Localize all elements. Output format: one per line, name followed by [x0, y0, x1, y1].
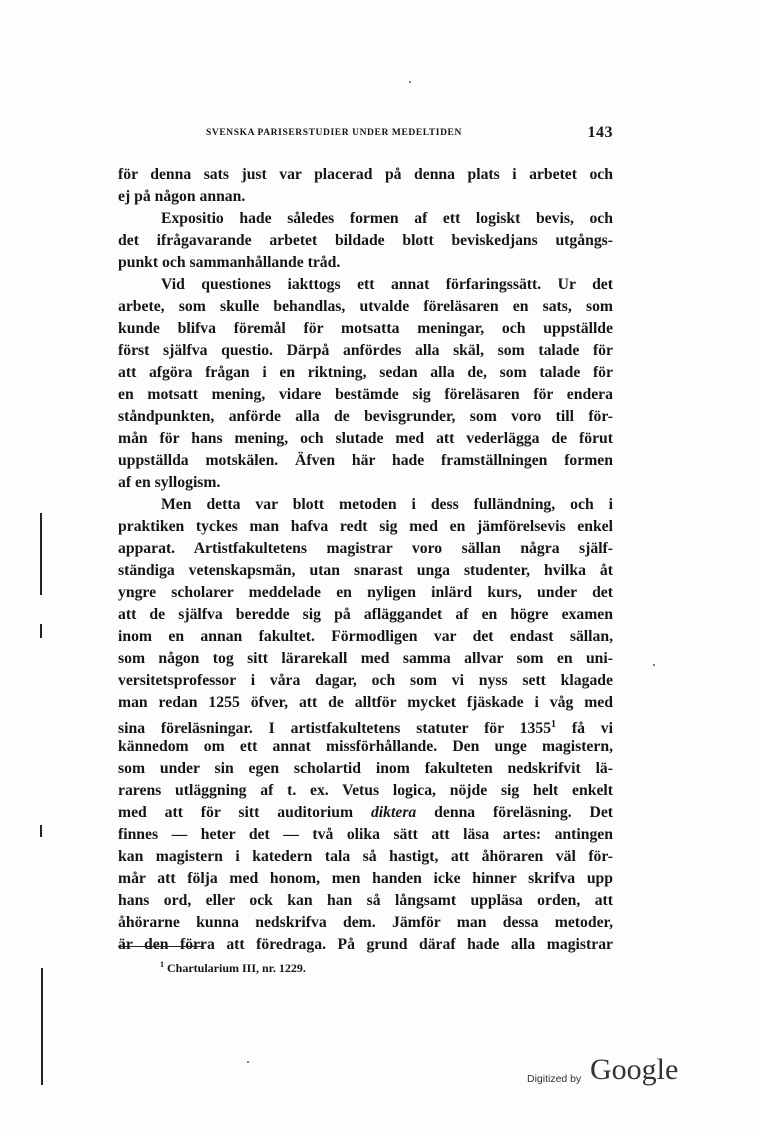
footnote-marker: 1 — [160, 960, 164, 969]
text-line: som under sin egen scholartid inom fakulteten nedskrifvit lä- — [118, 760, 613, 777]
text-line: kunde blifva föremål för motsatta meningar, och uppställde — [118, 320, 613, 337]
text-line: finnes — heter det — två olika sätt att läsa artes: antingen — [118, 826, 613, 843]
scan-speck — [247, 1061, 249, 1063]
text-line: ej på någon annan. — [118, 188, 246, 205]
text-line: mån för hans mening, och slutade med att vederlägga de förut — [118, 430, 613, 447]
footnote-reference: 1 — [551, 719, 557, 730]
text-line: Vid questiones iakttogs ett annat förfaringssätt. Ur det — [161, 276, 613, 293]
footnote-text: Chartularium III, nr. 1229. — [167, 961, 306, 975]
text-line: ståndpunkten, anförde alla de bevisgrunder, som voro till för- — [118, 408, 613, 425]
text-line: kan magistern i katedern tala så hastigt, att åhöraren väl för- — [118, 848, 613, 865]
footnote-rule — [118, 946, 204, 947]
text-line: först själfva questio. Därpå anfördes alla skäl, som talade för — [118, 342, 613, 359]
google-logo: Google — [590, 1053, 679, 1086]
text-fragment: med att för sitt auditorium — [118, 804, 354, 821]
text-line: att afgöra frågan i en riktning, sedan alla de, som talade för — [118, 364, 613, 381]
running-header — [118, 124, 613, 148]
text-fragment: sina föreläsningar. I artistfakultetens statuter för 1355 — [118, 720, 552, 738]
text-line: af en syllogism. — [118, 474, 221, 491]
text-line: yngre scholarer meddelade en nyligen inlärd kurs, under det — [118, 584, 613, 601]
text-line: apparat. Artistfakultetens magistrar voro sällan några själf- — [118, 540, 613, 557]
page-number: 143 — [587, 124, 613, 141]
running-title: SVENSKA PARISERSTUDIER UNDER MEDELTIDEN — [206, 128, 462, 138]
margin-mark — [40, 624, 42, 638]
body-text — [118, 164, 613, 956]
footnote — [160, 960, 306, 976]
text-fragment: få vi — [556, 720, 613, 738]
text-line: för denna sats just var placerad på denna plats i arbetet och — [118, 166, 613, 183]
text-line: man redan 1255 öfver, att de alltför mycket fjäskade i våg med — [118, 694, 613, 711]
text-line: är den förra att föredraga. På grund däraf hade alla magistrar — [118, 936, 613, 953]
text-line: som någon tog sitt lärarekall med samma allvar som en uni- — [118, 650, 613, 667]
italic-word: diktera — [370, 804, 417, 821]
text-line — [118, 714, 613, 736]
text-line: mår att följa med honom, men handen icke hinner skrifva upp — [118, 870, 613, 887]
text-line: en motsatt mening, vidare bestämde sig föreläsaren för endera — [118, 386, 613, 403]
text-fragment: denna föreläsning. Det — [416, 804, 614, 821]
text-line: att de själfva beredde sig på afläggandet af en högre examen — [118, 606, 613, 623]
text-line: kännedom om ett annat missförhållande. Den unge magistern, — [118, 738, 613, 755]
text-line: hans ord, eller ock kan han så långsamt uppläsa orden, att — [118, 892, 613, 909]
margin-mark — [40, 513, 42, 595]
text-line: Expositio hade således formen af ett logiskt bevis, och — [161, 210, 613, 227]
text-line: arbete, som skulle behandlas, utvalde föreläsaren en sats, som — [118, 298, 613, 315]
text-line: versitetsprofessor i våra dagar, och som vi nyss sett klagade — [118, 672, 613, 689]
text-line — [118, 802, 613, 824]
scan-speck — [409, 81, 411, 83]
text-line: uppställda motskälen. Äfven här hade framställningen formen — [118, 452, 613, 469]
margin-mark — [41, 968, 43, 1085]
digitized-by-label: Digitized by — [527, 1073, 582, 1085]
text-line: praktiken tyckes man hafva redt sig med en jämförelsevis enkel — [118, 518, 613, 535]
text-line: ständiga vetenskapsmän, utan snarast unga studenter, hvilka åt — [118, 562, 613, 579]
text-line: punkt och sammanhållande tråd. — [118, 254, 341, 271]
text-line: inom en annan fakultet. Förmodligen var det endast sällan, — [118, 628, 613, 645]
scan-speck — [653, 664, 655, 666]
text-line: åhörarne kunna nedskrifva dem. Jämför man dessa metoder, — [118, 914, 613, 931]
text-line: rarens utläggning af t. ex. Vetus logica, nöjde sig helt enkelt — [118, 782, 613, 799]
margin-mark — [40, 825, 42, 837]
text-line: det ifrågavarande arbetet bildade blott beviskedjans utgångs- — [118, 232, 613, 249]
text-line: Men detta var blott metoden i dess fulländning, och i — [161, 496, 613, 513]
